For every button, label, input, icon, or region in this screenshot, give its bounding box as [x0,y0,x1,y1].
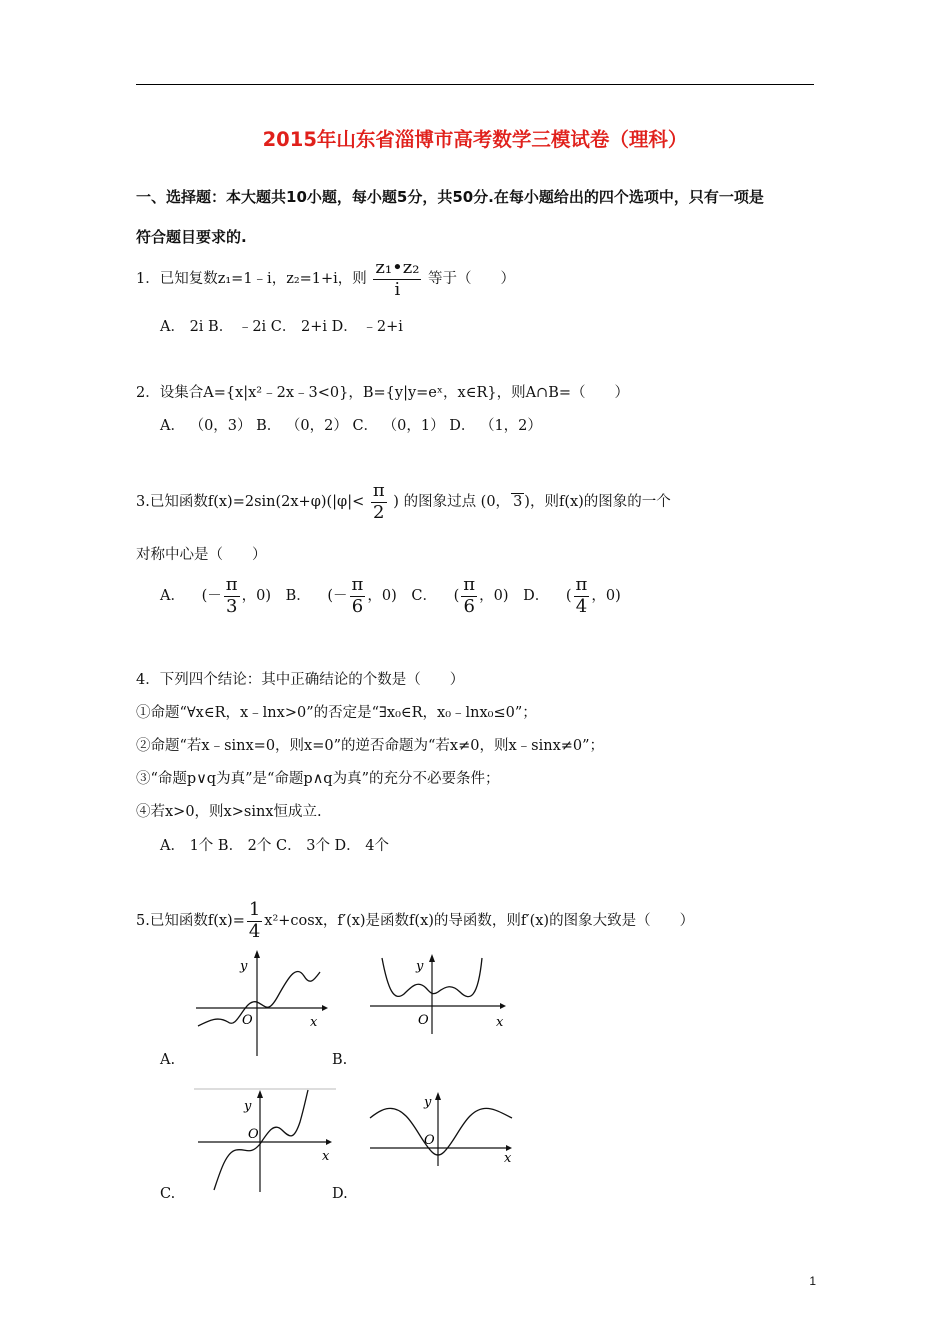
q5-label-a: A. [160,1052,176,1068]
graph-b-x-label: x [496,1015,504,1030]
page-number: 1 [809,1274,816,1288]
q3-opt-b-den: 6 [351,595,364,617]
q4-statement-2: ②命题“若x﹣sinx=0，则x=0”的逆否命题为“若x≠0，则x﹣sinx≠0”； [136,738,605,754]
section-heading-line2: 符合题目要求的. [136,228,247,246]
question-2: 2．设集合A={x|x²﹣2x﹣3<0}，B={y|y=eˣ，x∈R}，则A∩B=（ ） [136,385,630,401]
q3-opt-c-den: 6 [463,595,475,617]
graph-b [366,954,508,1034]
graph-b-y-label: y [416,959,424,974]
q5-frac-num: 1 [248,899,261,920]
q3-stem-line2: 对称中心是（ ） [136,547,267,563]
question-5 [136,900,694,942]
q4-statement-1: ①命题“∀x∈R，x﹣lnx>0”的否定是“∃x₀∈R，x₀﹣lnx₀≤0”； [136,705,537,721]
question-3 [136,481,671,523]
graph-c-y-label: y [244,1099,252,1114]
graph-c-origin: O [248,1127,259,1142]
q3-opt-b-post: ，0) [367,588,397,605]
graph-d-y-arrow [435,1092,441,1100]
graph-d-y-label: y [424,1095,432,1110]
q3-opt-b-pre: (－ [327,588,348,605]
q4-statement-3: ③“命题p∨q为真”是“命题p∧q为真”的充分不必要条件； [136,771,500,787]
graph-a-x-arrow [322,1005,328,1011]
q1-frac-num: z₁•z₂ [375,257,420,278]
q5-label-b: B. [332,1052,348,1068]
q5-label-c: C. [160,1186,176,1202]
q3-opt-d-pre: ( [565,588,572,605]
q1-frac-den: i [394,278,401,300]
q1-fraction [373,258,421,300]
graph-d-x-label: x [504,1151,512,1166]
q5-stem-pre: 5.已知函数f(x)= [136,913,245,930]
graph-d [366,1090,516,1166]
q3-opt-c-frac [461,575,477,617]
graph-a-y-arrow [254,950,260,958]
header-rule [136,84,814,85]
q3-sqrt: 3 [513,494,523,511]
graph-d-origin: O [424,1133,435,1148]
q3-opt-c-pre: ( [453,588,460,605]
q3-opt-b-num: π [351,574,364,595]
q3-options [160,575,621,617]
q3-stem-mid: ) 的图象过点 (0， [393,494,511,511]
graph-b-origin: O [418,1013,429,1028]
q4-options: A． 1个 B． 2个 C． 3个 D． 4个 [160,838,390,854]
q3-opt-b-label: B． [285,588,311,605]
graph-b-y-arrow [429,954,435,962]
q3-stem-post: )，则f(x)的图象的一个 [524,494,671,511]
graph-a-y-label: y [240,959,248,974]
graph-c-curve [214,1090,308,1190]
q1-options: A． 2i B． ﹣2i C． 2+i D． ﹣2+i [160,319,403,335]
graph-c-x-arrow [326,1139,332,1145]
graph-a [192,950,328,1056]
graph-c [194,1088,338,1194]
q3-opt-d-post: ，0) [591,588,621,605]
q3-opt-c-label: C． [411,588,437,605]
q5-label-d: D. [332,1186,348,1202]
q3-opt-d-label: D． [523,588,550,605]
q1-stem-pre: 1．已知复数z₁=1﹣i，z₂=1+i，则 [136,271,367,288]
graph-a-origin: O [242,1013,253,1028]
q1-stem-post: 等于（ ） [428,271,516,288]
q3-opt-a-post: ，0) [241,588,271,605]
page-title: 2015年山东省淄博市高考数学三模试卷（理科） [262,128,688,151]
q2-options: A． （0，3） B． （0，2） C． （0，1） D． （1，2） [160,418,542,434]
q3-stem-pre: 3.已知函数f(x)=2sin(2x+φ)(|φ|< [136,494,365,511]
q3-opt-b-frac [350,575,366,617]
q3-opt-d-num: π [575,574,588,595]
q4-statement-4: ④若x>0，则x>sinx恒成立. [136,804,322,820]
q5-fraction [247,900,262,942]
q3-opt-a-pre: (－ [201,588,222,605]
q3-frac-num: π [372,480,385,501]
graph-c-x-label: x [322,1149,330,1164]
q3-opt-c-num: π [463,574,476,595]
q5-frac-den: 4 [248,920,261,942]
q3-opt-a-num: π [225,574,238,595]
graph-a-x-label: x [310,1015,318,1030]
q3-opt-c-post: ，0) [479,588,509,605]
q3-opt-a-den: 3 [225,595,238,617]
q3-fraction [371,481,387,523]
q3-opt-d-frac [574,575,590,617]
graph-b-x-arrow [500,1003,506,1009]
question-4: 4．下列四个结论：其中正确结论的个数是（ ） [136,672,465,688]
question-1 [136,258,515,300]
graph-a-curve [198,972,320,1026]
q3-opt-d-den: 4 [575,595,588,617]
q5-stem-post: x²+cosx，f′(x)是函数f(x)的导函数，则f′(x)的图象大致是（ ） [264,913,695,930]
section-heading-line1: 一、选择题：本大题共10小题，每小题5分，共50分.在每小题给出的四个选项中，只有一项是 [136,188,764,206]
q3-opt-a-label: A． [160,588,185,605]
graph-c-y-arrow [257,1090,263,1098]
q3-opt-a-frac [224,575,240,617]
q3-frac-den: 2 [373,501,385,523]
